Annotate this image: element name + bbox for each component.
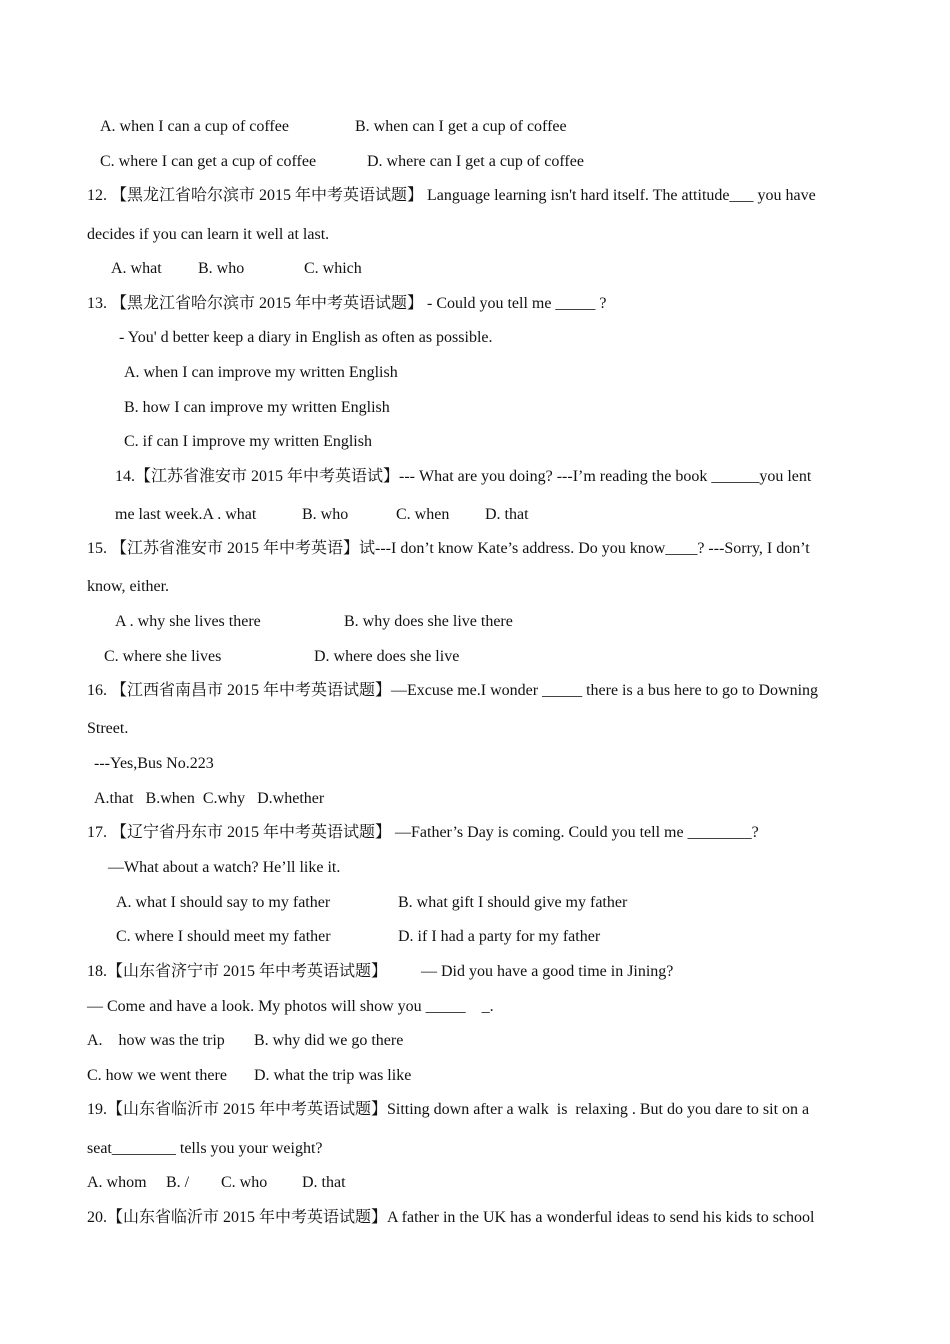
option-d: D. if I had a party for my father (398, 928, 601, 945)
option-b: B. / (166, 1174, 190, 1191)
answer-line: —What about a watch? He’ll like it. (108, 859, 341, 876)
option-b: B. when can I get a cup of coffee (355, 118, 567, 135)
question-17: 17. 【辽宁省丹东市 2015 年中考英语试题】 —Father’s Day is coming. Could you tell me ________? (87, 824, 759, 841)
option-c: C. where I can get a cup of coffee (100, 153, 317, 170)
question-20: 20.【山东省临沂市 2015 年中考英语试题】A father in the UK has a wonderful ideas to send his kids to school (87, 1209, 815, 1226)
option-c: C. if can I improve my written English (124, 433, 372, 450)
option-c: C. which (304, 260, 362, 277)
option-a: A. what I should say to my father (116, 894, 331, 911)
question-18: 18.【山东省济宁市 2015 年中考英语试题】 (87, 963, 388, 980)
question-12-cont: decides if you can learn it well at last. (87, 226, 330, 243)
option-b: B. why did we go there (254, 1032, 404, 1049)
option-b: B. who (198, 260, 245, 277)
question-19: 19.【山东省临沂市 2015 年中考英语试题】Sitting down after a walk is relaxing . But do you dare to sit on a (87, 1101, 810, 1118)
option-c: C. who (221, 1174, 268, 1191)
option-a: A. when I can improve my written English (124, 364, 398, 381)
question-14: 14.【江苏省淮安市 2015 年中考英语试】--- What are you doing? ---I’m reading the book ______you lent (115, 468, 812, 485)
option-c: C. how we went there (87, 1067, 227, 1084)
option-a: A. whom (87, 1174, 147, 1191)
question-13: 13. 【黑龙江省哈尔滨市 2015 年中考英语试题】 - Could you tell me _____ ? (87, 295, 607, 312)
option-b: B. what gift I should give my father (398, 894, 628, 911)
option-d: D. where can I get a cup of coffee (367, 153, 584, 170)
option-d: D. that (485, 506, 529, 523)
option-b: B. how I can improve my written English (124, 399, 390, 416)
option-b: B. who (302, 506, 349, 523)
answer-line: — Come and have a look. My photos will show you _____ _. (87, 998, 494, 1015)
question-16-cont: Street. (87, 720, 129, 737)
answer-line: ---Yes,Bus No.223 (94, 755, 214, 772)
option-a: A. when I can a cup of coffee (100, 118, 289, 135)
option-c: C. where she lives (104, 648, 222, 665)
option-d: D. what the trip was like (254, 1067, 412, 1084)
question-18-prompt: — Did you have a good time in Jining? (421, 963, 674, 980)
question-15-cont: know, either. (87, 578, 170, 595)
question-16: 16. 【江西省南昌市 2015 年中考英语试题】—Excuse me.I wonder _____ there is a bus here to go to Downing (87, 682, 819, 699)
question-19-cont: seat________ tells you your weight? (87, 1140, 323, 1157)
question-12: 12. 【黑龙江省哈尔滨市 2015 年中考英语试题】 Language learning isn't hard itself. The attitude___ you have (87, 187, 816, 204)
option-d: D. that (302, 1174, 346, 1191)
option-c: C. when (396, 506, 450, 523)
option-a: A. what (111, 260, 162, 277)
option-a: A. how was the trip (87, 1032, 225, 1049)
option-c: C. where I should meet my father (116, 928, 331, 945)
question-14-cont: me last week.A . what (115, 506, 257, 523)
option-b: B. why does she live there (344, 613, 513, 630)
options-row: A.that B.when C.why D.whether (94, 790, 325, 807)
question-15: 15. 【江苏省淮安市 2015 年中考英语】试---I don’t know Kate’s address. Do you know____? ---Sorry, I don’t (87, 540, 810, 557)
answer-line: - You' d better keep a diary in English as often as possible. (119, 329, 493, 346)
option-a: A . why she lives there (115, 613, 261, 630)
option-d: D. where does she live (314, 648, 460, 665)
